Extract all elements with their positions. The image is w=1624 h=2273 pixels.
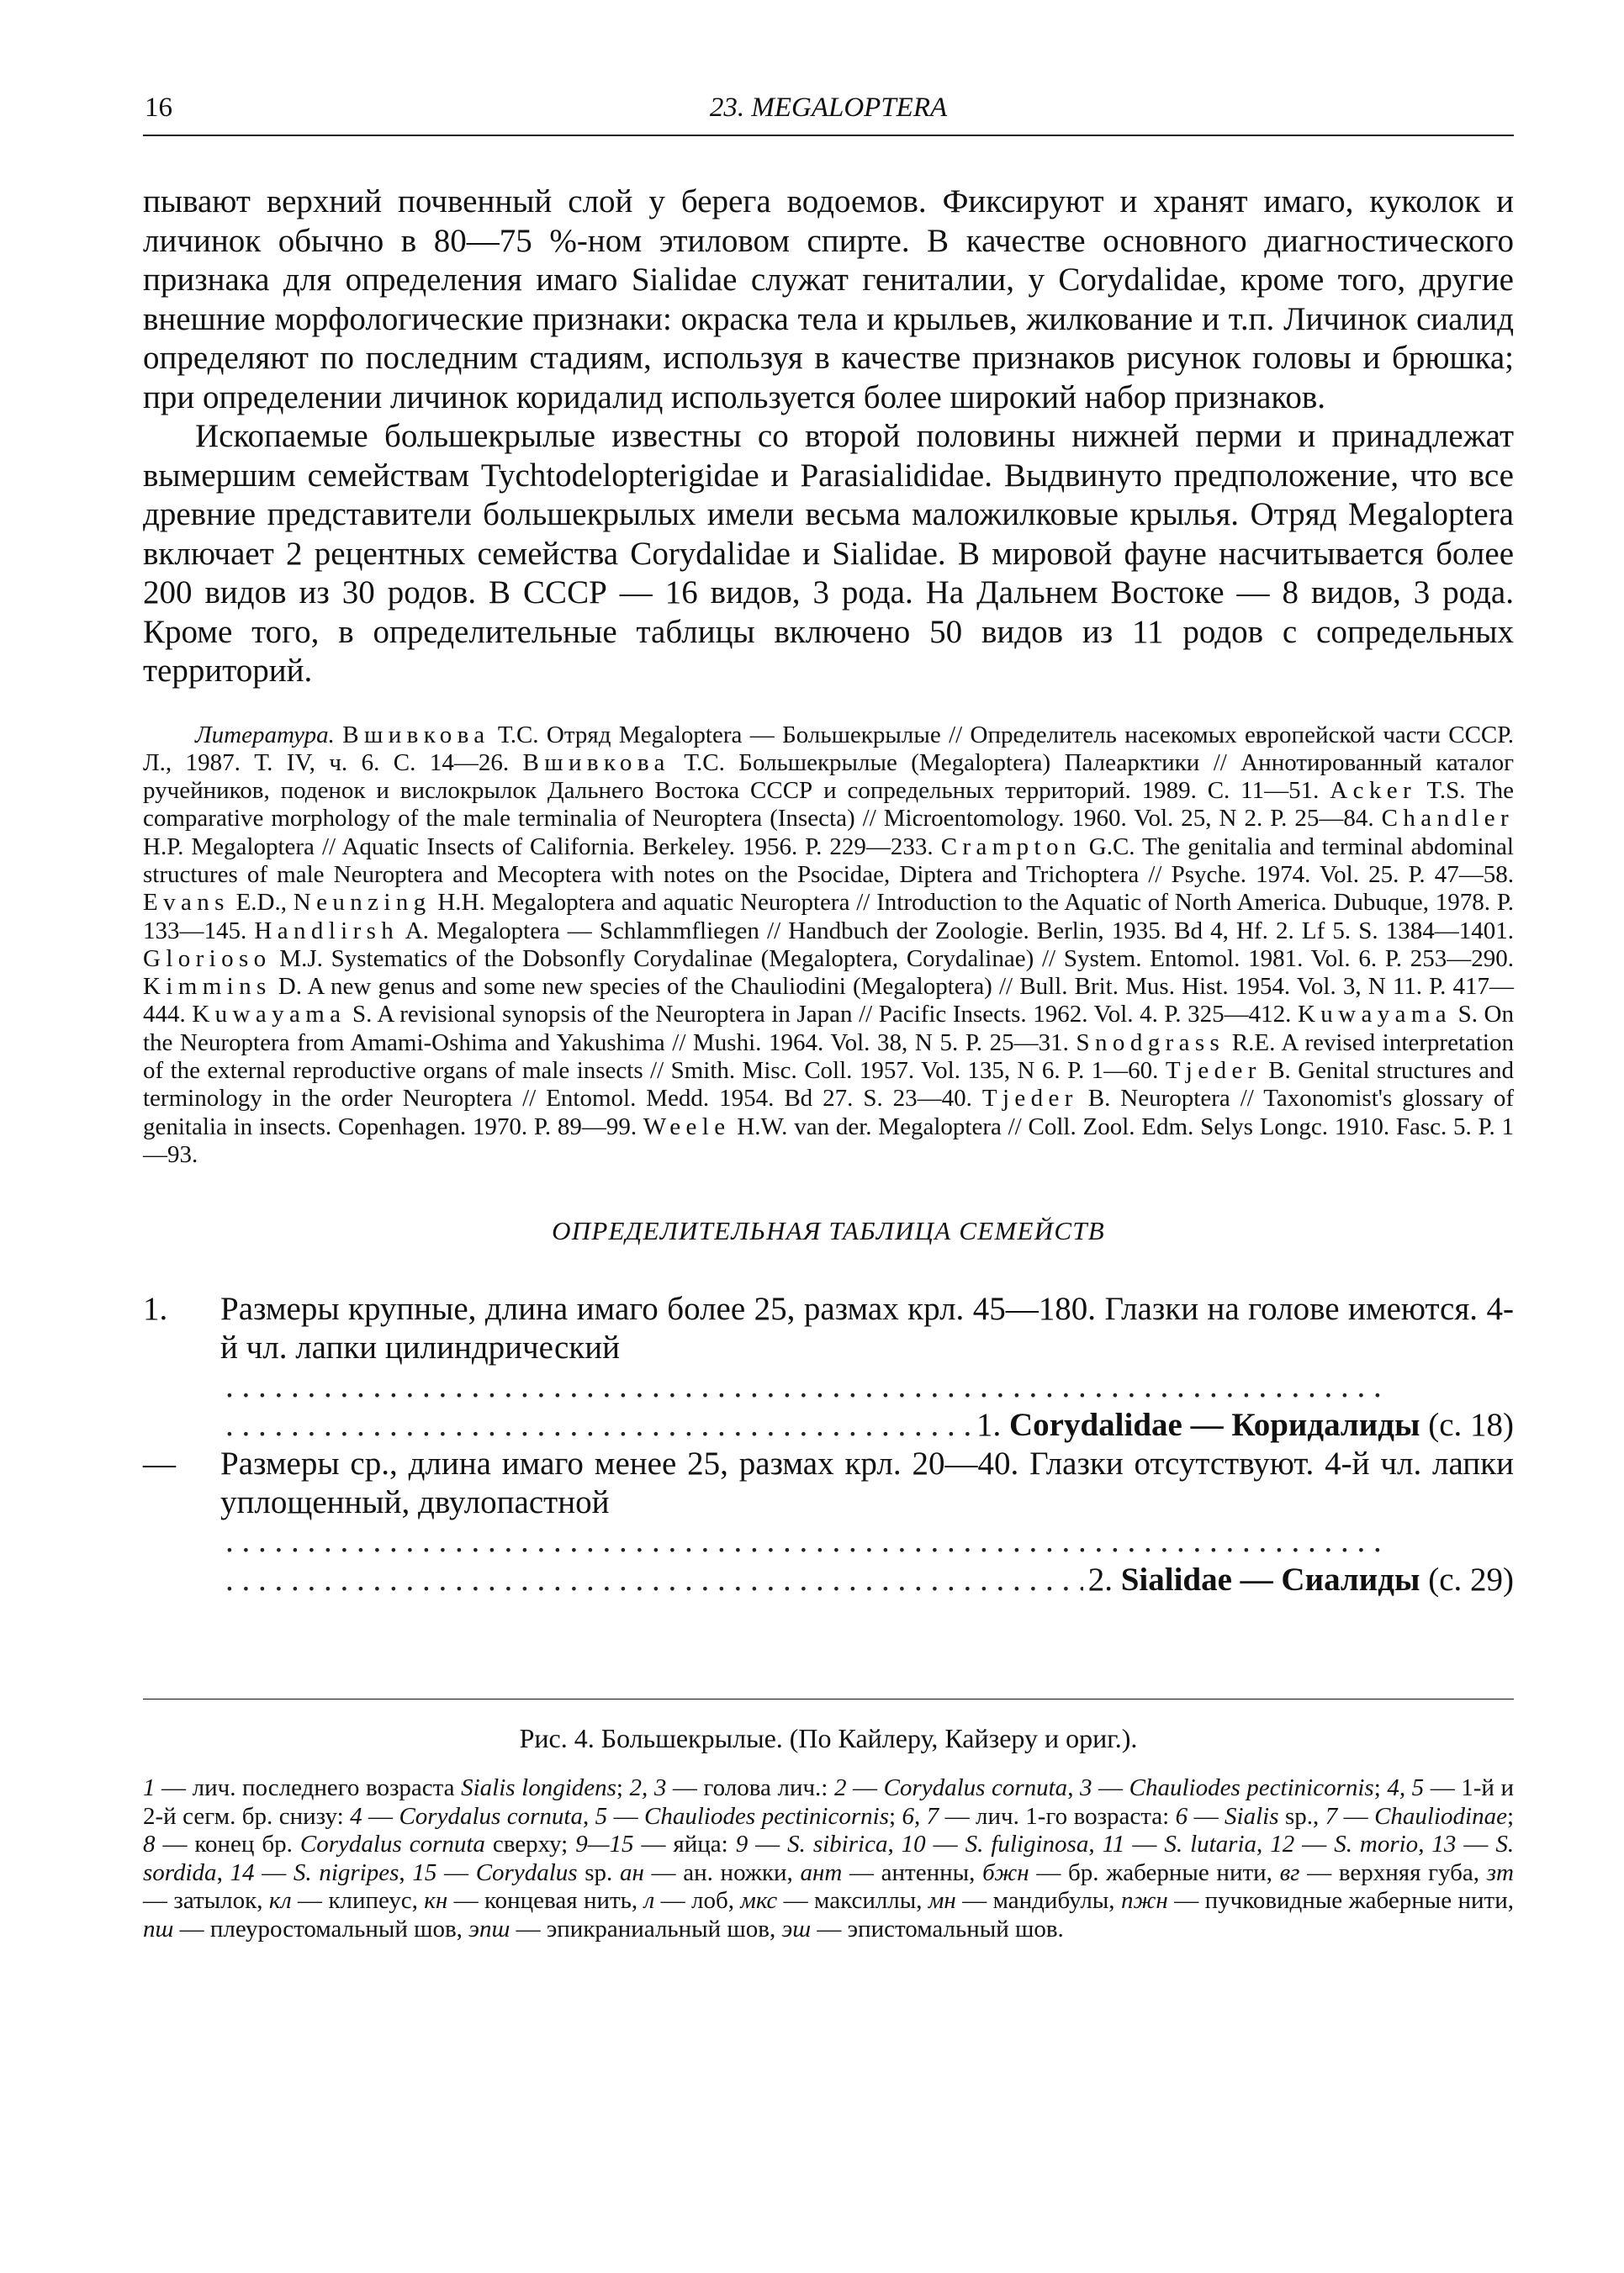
literature-label: Литература. bbox=[195, 721, 335, 748]
legend-segment: — bbox=[607, 1802, 645, 1830]
literature-author: Kuwayama bbox=[1297, 1001, 1452, 1028]
legend-segment: Chauliodinae bbox=[1374, 1802, 1507, 1830]
legend-segment: — лич. 1-го возраста: bbox=[939, 1802, 1176, 1830]
legend-segment: 14 bbox=[230, 1858, 255, 1886]
couplet-2-result-taxon: Sialidae — Сиалиды bbox=[1120, 1562, 1420, 1599]
legend-segment: S. lutaria bbox=[1164, 1831, 1257, 1858]
literature-author: Kuwayama bbox=[192, 1001, 346, 1028]
legend-segment: ; bbox=[1373, 1774, 1388, 1802]
legend-segment: — 1-й и 2-й сегм. бр. снизу: bbox=[143, 1774, 1515, 1830]
legend-segment: 6, 7 bbox=[902, 1802, 939, 1830]
couplet-1-result-number: 1. bbox=[976, 1407, 1002, 1444]
legend-segment: 4 bbox=[350, 1802, 362, 1830]
legend-segment: — bbox=[436, 1858, 476, 1886]
paragraph-1: пывают верхний почвенный слой у берега водоемов. Фиксируют и хранят имаго, куколок и личинок обычно в 80—75 %-ном этиловом спирте. В качестве основного диагностического признака для определения имаго Sialidae служат гениталии, у Corydalidae, кроме того, другие внешние морфологические признаки: окраска тела и крыльев, жилкование и т.п. Личинок сиалид определяют по последним стадиям, используя в качестве признаков рисунок головы и брюшка; при определении личинок коридалид используется более широкий набор признаков. bbox=[143, 183, 1514, 415]
literature-block bbox=[143, 722, 1514, 1170]
key-couplet-2 bbox=[143, 1445, 1514, 1599]
legend-segment: — верхняя губа, bbox=[1299, 1858, 1487, 1886]
legend-segment: Corydalus cornuta bbox=[299, 1831, 485, 1858]
couplet-1-text: Размеры крупные, длина имаго более 25, размах крл. 45—180. Глазки на голове имеются. 4-й чл. лапки цилиндрический bbox=[220, 1291, 1514, 1366]
legend-segment: — антенны, bbox=[842, 1858, 983, 1886]
legend-segment: — голова лич.: bbox=[666, 1774, 834, 1802]
legend-segment: — bbox=[1124, 1831, 1165, 1858]
legend-segment: ; bbox=[1506, 1802, 1515, 1830]
legend-segment: 6 bbox=[1175, 1802, 1188, 1830]
page-number: 16 bbox=[145, 93, 172, 123]
legend-segment: S. fuliginosa bbox=[965, 1831, 1089, 1858]
literature-author: Tjeder bbox=[1165, 1057, 1262, 1085]
legend-segment: — лоб, bbox=[654, 1887, 741, 1915]
couplet-1-mark: 1. bbox=[143, 1291, 168, 1328]
legend-segment: S. morio bbox=[1334, 1831, 1419, 1858]
literature-citation: B. Genital structures and terminology in the order Neuroptera // Entomol. Medd. 1954. Bd 27. S. 23—40. bbox=[143, 1057, 1514, 1113]
leader-dots bbox=[225, 1406, 971, 1445]
legend-segment: кн bbox=[424, 1887, 448, 1915]
legend-segment: 12 bbox=[1270, 1831, 1295, 1858]
legend-segment: 2 bbox=[833, 1774, 847, 1802]
literature-citation: T.S. The comparative morphology of the male terminalia of Neuroptera (Insecta) // Microentomology. 1960. Vol. 25, N 2. P. 25—84. bbox=[143, 777, 1514, 833]
legend-segment: , bbox=[887, 1831, 902, 1858]
literature-citation: D. A new genus and some new species of the Chauliodini (Megaloptera) // Bull. Brit. Mus. Hist. 1954. Vol. 3, N 11. P. 417—444. bbox=[143, 973, 1514, 1028]
figure-legend bbox=[143, 1774, 1514, 1943]
legend-segment: — bbox=[362, 1802, 399, 1830]
legend-segment: S. nigripes bbox=[293, 1858, 399, 1886]
legend-segment: , bbox=[399, 1858, 413, 1886]
leader-dots bbox=[225, 1367, 1509, 1406]
legend-segment: S. sordida bbox=[143, 1831, 1515, 1886]
figure-caption: Рис. 4. Большекрылые. (По Кайлеру, Кайзеру и ориг.). bbox=[519, 1723, 1138, 1754]
literature-citation: A. Megaloptera — Schlammfliegen // Handbuch der Zoologie. Berlin, 1935. Bd 4, Hf. 2. Lf 5. S. 1384—1401. bbox=[399, 917, 1515, 944]
literature-citation: E.D., bbox=[229, 889, 294, 917]
legend-segment: 1 bbox=[143, 1774, 156, 1802]
legend-segment: 9 bbox=[735, 1831, 749, 1858]
legend-segment: , bbox=[1418, 1831, 1432, 1858]
literature-author: Kimmins bbox=[143, 973, 272, 1001]
legend-segment: мкс bbox=[740, 1887, 778, 1915]
legend-segment: 15 bbox=[412, 1858, 437, 1886]
legend-segment: — эпистомальный шов. bbox=[811, 1915, 1064, 1943]
literature-citation: B. Neuroptera // Taxonomist's glossary of genitalia in insects. Copenhagen. 1970. P. 89—99. bbox=[143, 1085, 1514, 1140]
legend-segment: 4, 5 bbox=[1387, 1774, 1425, 1802]
legend-segment: sp. bbox=[577, 1858, 620, 1886]
legend-segment: Chauliodes pectinicornis bbox=[1129, 1774, 1374, 1802]
literature-author: Вшивкова bbox=[522, 748, 670, 776]
literature-author: Weele bbox=[643, 1113, 731, 1140]
literature-citation: Т.С. Большекрылые (Megaloptera) Палеарктики // Аннотированный каталог ручейников, поденок и вислокрылок Дальнего Востока СССР и сопредельных территорий. 1989. С. 11—51. bbox=[143, 748, 1514, 805]
legend-segment: зт bbox=[1486, 1858, 1514, 1886]
legend-segment: — пучковидные жаберные нити, bbox=[1167, 1887, 1514, 1915]
legend-segment: — bbox=[1294, 1831, 1335, 1858]
legend-segment: — конец бр. bbox=[155, 1831, 300, 1858]
legend-segment: Corydalus cornuta bbox=[399, 1802, 583, 1830]
literature-author: Neunzing bbox=[293, 889, 431, 917]
key-couplet-1 bbox=[143, 1290, 1514, 1445]
legend-segment: ; bbox=[888, 1802, 902, 1830]
legend-segment: Corydalus bbox=[475, 1858, 578, 1886]
legend-segment: Sialis bbox=[1225, 1802, 1279, 1830]
couplet-1-result-page: (с. 18) bbox=[1428, 1407, 1514, 1444]
header-rule bbox=[143, 135, 1514, 136]
legend-segment: 11 bbox=[1102, 1831, 1125, 1858]
legend-segment: — bbox=[1188, 1802, 1225, 1830]
legend-segment: — клипеус, bbox=[291, 1887, 425, 1915]
body-text bbox=[143, 182, 1514, 691]
legend-segment: — плеуростомальный шов, bbox=[173, 1915, 469, 1943]
legend-segment: — мандибулы, bbox=[955, 1887, 1121, 1915]
legend-segment: — бр. жаберные нити, bbox=[1029, 1858, 1280, 1886]
legend-segment: Corydalus cornuta bbox=[883, 1774, 1068, 1802]
literature-author: Evans bbox=[143, 889, 230, 917]
literature-author: Snodgrass bbox=[1076, 1028, 1225, 1056]
legend-segment: , bbox=[216, 1858, 230, 1886]
legend-segment: , bbox=[1256, 1831, 1271, 1858]
legend-segment: мн bbox=[928, 1887, 956, 1915]
literature-author: Tjeder bbox=[981, 1085, 1078, 1113]
legend-segment: — эпикраниальный шов, bbox=[510, 1915, 782, 1943]
legend-segment: 8 bbox=[143, 1831, 156, 1858]
legend-segment: — ан. ножки, bbox=[643, 1858, 801, 1886]
couplet-1-result-taxon: Corydalidae — Коридалиды bbox=[1009, 1407, 1420, 1444]
couplet-2-result-number: 2. bbox=[1087, 1562, 1113, 1599]
literature-citation: R.E. A revised interpretation of the external reproductive organs of male insects // Smith. Misc. Coll. 1957. Vol. 135, N 6. P. 1—60. bbox=[143, 1028, 1514, 1085]
legend-segment: кл bbox=[268, 1887, 292, 1915]
identification-key bbox=[143, 1290, 1514, 1599]
legend-segment: 3 bbox=[1080, 1774, 1092, 1802]
literature-author: Acker bbox=[1330, 777, 1416, 805]
literature-citation: H.P. Megaloptera // Aquatic Insects of California. Berkeley. 1956. P. 229—233. bbox=[143, 833, 941, 860]
legend-segment: 10 bbox=[901, 1831, 926, 1858]
legend-segment: 13 bbox=[1431, 1831, 1457, 1858]
legend-segment: — яйца: bbox=[633, 1831, 736, 1858]
legend-segment: , bbox=[582, 1802, 595, 1830]
legend-segment: 2, 3 bbox=[629, 1774, 667, 1802]
legend-segment: — bbox=[1456, 1831, 1496, 1858]
legend-segment: 9—15 bbox=[575, 1831, 634, 1858]
literature-citation: S. A revisional synopsis of the Neuroptera in Japan // Pacific Insects. 1962. Vol. 4. P. 325—412. bbox=[346, 1001, 1298, 1028]
legend-segment: — концевая нить, bbox=[447, 1887, 644, 1915]
literature-author: Glorioso bbox=[143, 944, 272, 972]
legend-segment: пжн bbox=[1120, 1887, 1168, 1915]
legend-segment: — bbox=[748, 1831, 788, 1858]
legend-segment: бжн bbox=[982, 1858, 1029, 1886]
couplet-2-result-page: (с. 29) bbox=[1428, 1562, 1514, 1599]
legend-segment: — затылок, bbox=[143, 1887, 269, 1915]
literature-citation: H.H. Megaloptera and aquatic Neuroptera // Introduction to the Aquatic of North America. Dubuque, 1978. P. 133—145. bbox=[143, 889, 1514, 944]
legend-segment: , bbox=[1067, 1774, 1080, 1802]
literature-author: Вшивкова bbox=[342, 721, 490, 748]
legend-segment: sp., bbox=[1278, 1802, 1325, 1830]
section-title: 23. MEGALOPTERA bbox=[709, 93, 948, 123]
literature-author: Chandler bbox=[1381, 805, 1514, 833]
legend-segment: л bbox=[643, 1887, 655, 1915]
legend-segment: S. sibirica bbox=[787, 1831, 888, 1858]
legend-segment: эш bbox=[781, 1915, 812, 1943]
literature-author: Handlirsh bbox=[254, 917, 399, 944]
legend-segment: пш bbox=[143, 1915, 174, 1943]
literature-citation: Т.С. Отряд Megaloptera — Большекрылые // Определитель насекомых европейской части СССР. Л., 1987. Т. IV, ч. 6. С. 14—26. bbox=[143, 721, 1515, 776]
couplet-2-text: Размеры ср., длина имаго менее 25, размах крл. 20—40. Глазки отсутствуют. 4-й чл. лапки уплощенный, двулопастной bbox=[220, 1446, 1514, 1521]
literature-citation: G.C. The genitalia and terminal abdominal structures of male Neuroptera and Mecoptera with notes on the Psocidae, Diptera and Trichoptera // Psyche. 1974. Vol. 25. P. 47—58. bbox=[143, 833, 1514, 888]
legend-segment: 5 bbox=[595, 1802, 608, 1830]
legend-segment: ант bbox=[800, 1858, 843, 1886]
legend-segment: эпш bbox=[468, 1915, 510, 1943]
legend-segment: — bbox=[254, 1858, 294, 1886]
legend-segment: , bbox=[1088, 1831, 1103, 1858]
literature-citation: H.W. van der. Megaloptera // Coll. Zool. Edm. Selys Longc. 1910. Fasc. 5. P. 1—93. bbox=[143, 1113, 1514, 1168]
legend-segment: ан bbox=[619, 1858, 644, 1886]
legend-segment: — bbox=[925, 1831, 965, 1858]
literature-citation: M.J. Systematics of the Dobsonfly Corydalinae (Megaloptera, Corydalinae) // System. Entomol. 1981. Vol. 6. P. 253—290. bbox=[271, 944, 1514, 972]
legend-segment: — максиллы, bbox=[777, 1887, 928, 1915]
legend-segment: — bbox=[1337, 1802, 1375, 1830]
literature-author: Crampton bbox=[940, 833, 1082, 860]
legend-segment: Sialis longidens bbox=[461, 1774, 616, 1802]
legend-segment: ; bbox=[616, 1774, 630, 1802]
legend-segment: — bbox=[846, 1774, 884, 1802]
page bbox=[143, 84, 1514, 1943]
legend-segment: — bbox=[1092, 1774, 1129, 1802]
legend-segment: вг bbox=[1279, 1858, 1300, 1886]
legend-segment: — лич. последнего возраста bbox=[155, 1774, 462, 1802]
paragraph-2: Ископаемые большекрылые известны со второй половины нижней перми и принадлежат вымершим семействам Tychtodelopterigidae и Parasialididae. Выдвинуто предположение, что все древние представители большекрылых имели весьма маложилковые крылья. Отряд Megaloptera включает 2 рецентных семейства Corydalidae и Sialidae. В мировой фауне насчитывается более 200 видов из 30 родов. В СССР — 16 видов, 3 рода. На Дальнем Востоке — 8 видов, 3 рода. Кроме того, в определительные таблицы включено 50 видов из 11 родов с сопредельных территорий. bbox=[143, 418, 1514, 689]
running-header bbox=[143, 84, 1514, 135]
leader-dots bbox=[225, 1561, 1083, 1599]
key-heading: ОПРЕДЕЛИТЕЛЬНАЯ ТАБЛИЦА СЕМЕЙСТВ bbox=[552, 1216, 1105, 1246]
legend-segment: Chauliodes pectinicornis bbox=[644, 1802, 889, 1830]
leader-dots bbox=[225, 1522, 1509, 1561]
literature-citation: S. On the Neuroptera from Amami-Oshima and Yakushima // Mushi. 1964. Vol. 38, N 5. P. 25—31. bbox=[143, 1001, 1515, 1056]
couplet-2-mark: — bbox=[143, 1446, 176, 1483]
legend-segment: 7 bbox=[1325, 1802, 1338, 1830]
legend-segment: сверху; bbox=[484, 1831, 576, 1858]
